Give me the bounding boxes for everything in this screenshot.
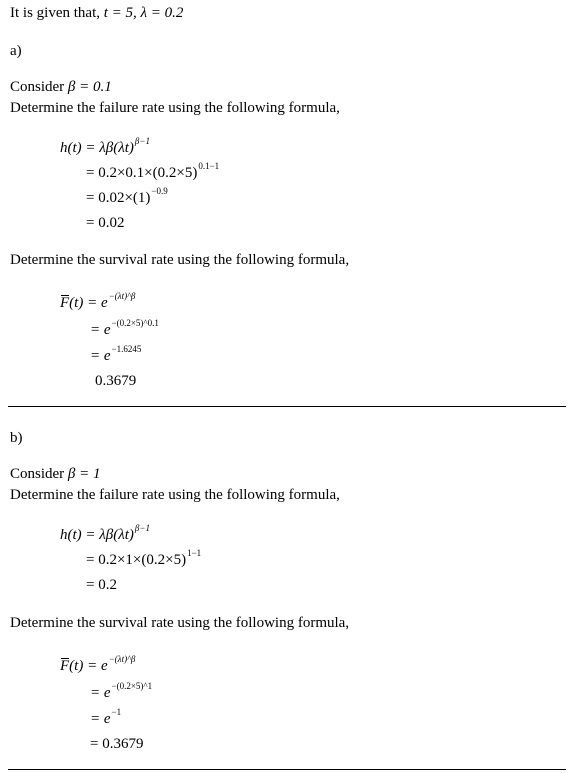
part-b-f-bar: F (60, 658, 70, 674)
intro-math: t = 5, λ = 0.2 (103, 5, 184, 21)
part-b-f-lhs-text: (t) = e (69, 658, 108, 674)
part-b-h-result: = 0.2 (86, 577, 117, 593)
part-a-h-result: = 0.02 (86, 215, 125, 231)
part-b-label: b) (10, 430, 23, 446)
part-b-f-step2-text: = e (90, 711, 111, 727)
part-b-consider-line (10, 465, 101, 483)
part-a-f-lhs (60, 291, 136, 313)
part-a-h-lhs (60, 136, 150, 158)
part-a-f-result: 0.3679 (95, 373, 137, 389)
part-a-survival-intro: Determine the survival rate using the following formula, (10, 252, 350, 268)
part-a-h-step2-text: = 0.02×(1) (86, 190, 151, 206)
part-a-beta: β = 0.1 (67, 79, 112, 95)
part-a-f-step2-exp: −1.6245 (111, 344, 142, 354)
part-b-consider: Consider (10, 466, 65, 482)
part-a-f-step2-text: = e (90, 348, 111, 364)
part-a-f-bar: F (60, 295, 70, 311)
part-a-f-step2 (90, 344, 142, 366)
part-b-h-lhs-text: h(t) = λβ(λt) (60, 527, 134, 543)
part-a-h-step2 (86, 186, 168, 208)
part-b-failure-intro: Determine the failure rate using the following formula, (10, 487, 340, 503)
part-b-f-lhs-exp: −(λt)^β (108, 654, 136, 664)
part-a-consider-line (10, 78, 112, 96)
part-b-f-step2 (90, 707, 122, 729)
part-a-f-lhs-text: (t) = e (69, 295, 108, 311)
part-b-f-step1-text: = e (90, 685, 111, 701)
part-b-f-step1 (90, 681, 153, 703)
part-b-h-step1-exp: 1−1 (187, 548, 202, 558)
part-b-f-result: = 0.3679 (90, 736, 144, 752)
part-b-survival-intro: Determine the survival rate using the following formula, (10, 615, 350, 631)
part-b-beta: β = 1 (67, 466, 101, 482)
part-a-f-step1 (90, 318, 159, 340)
part-a-h-lhs-text: h(t) = λβ(λt) (60, 140, 134, 156)
part-b-f-lhs (60, 654, 136, 676)
part-a-f-lhs-exp: −(λt)^β (108, 291, 136, 301)
part-a-f-step1-exp: −(0.2×5)^0.1 (111, 318, 159, 328)
part-b-h-lhs-exp: β−1 (134, 523, 150, 533)
part-a-f-step1-text: = e (90, 322, 111, 338)
part-b-f-step1-exp: −(0.2×5)^1 (111, 681, 153, 691)
section-divider-1 (8, 406, 566, 407)
part-a-h-step2-exp: −0.9 (151, 186, 168, 196)
part-a-failure-intro: Determine the failure rate using the following formula, (10, 100, 340, 116)
part-a-h-step1-exp: 0.1−1 (198, 161, 220, 171)
intro-text: It is given that, (10, 5, 100, 21)
part-a-h-step1-text: = 0.2×0.1×(0.2×5) (86, 165, 198, 181)
part-b-h-lhs (60, 523, 150, 545)
part-b-h-step1 (86, 548, 202, 570)
part-b-h-step1-text: = 0.2×1×(0.2×5) (86, 552, 187, 568)
part-a-h-lhs-exp: β−1 (134, 136, 150, 146)
section-divider-2 (8, 769, 566, 770)
part-b-f-step2-exp: −1 (111, 707, 122, 717)
part-a-h-step1 (86, 161, 220, 183)
part-a-label: a) (10, 43, 22, 59)
part-a-consider: Consider (10, 79, 65, 95)
intro-line (10, 4, 183, 22)
